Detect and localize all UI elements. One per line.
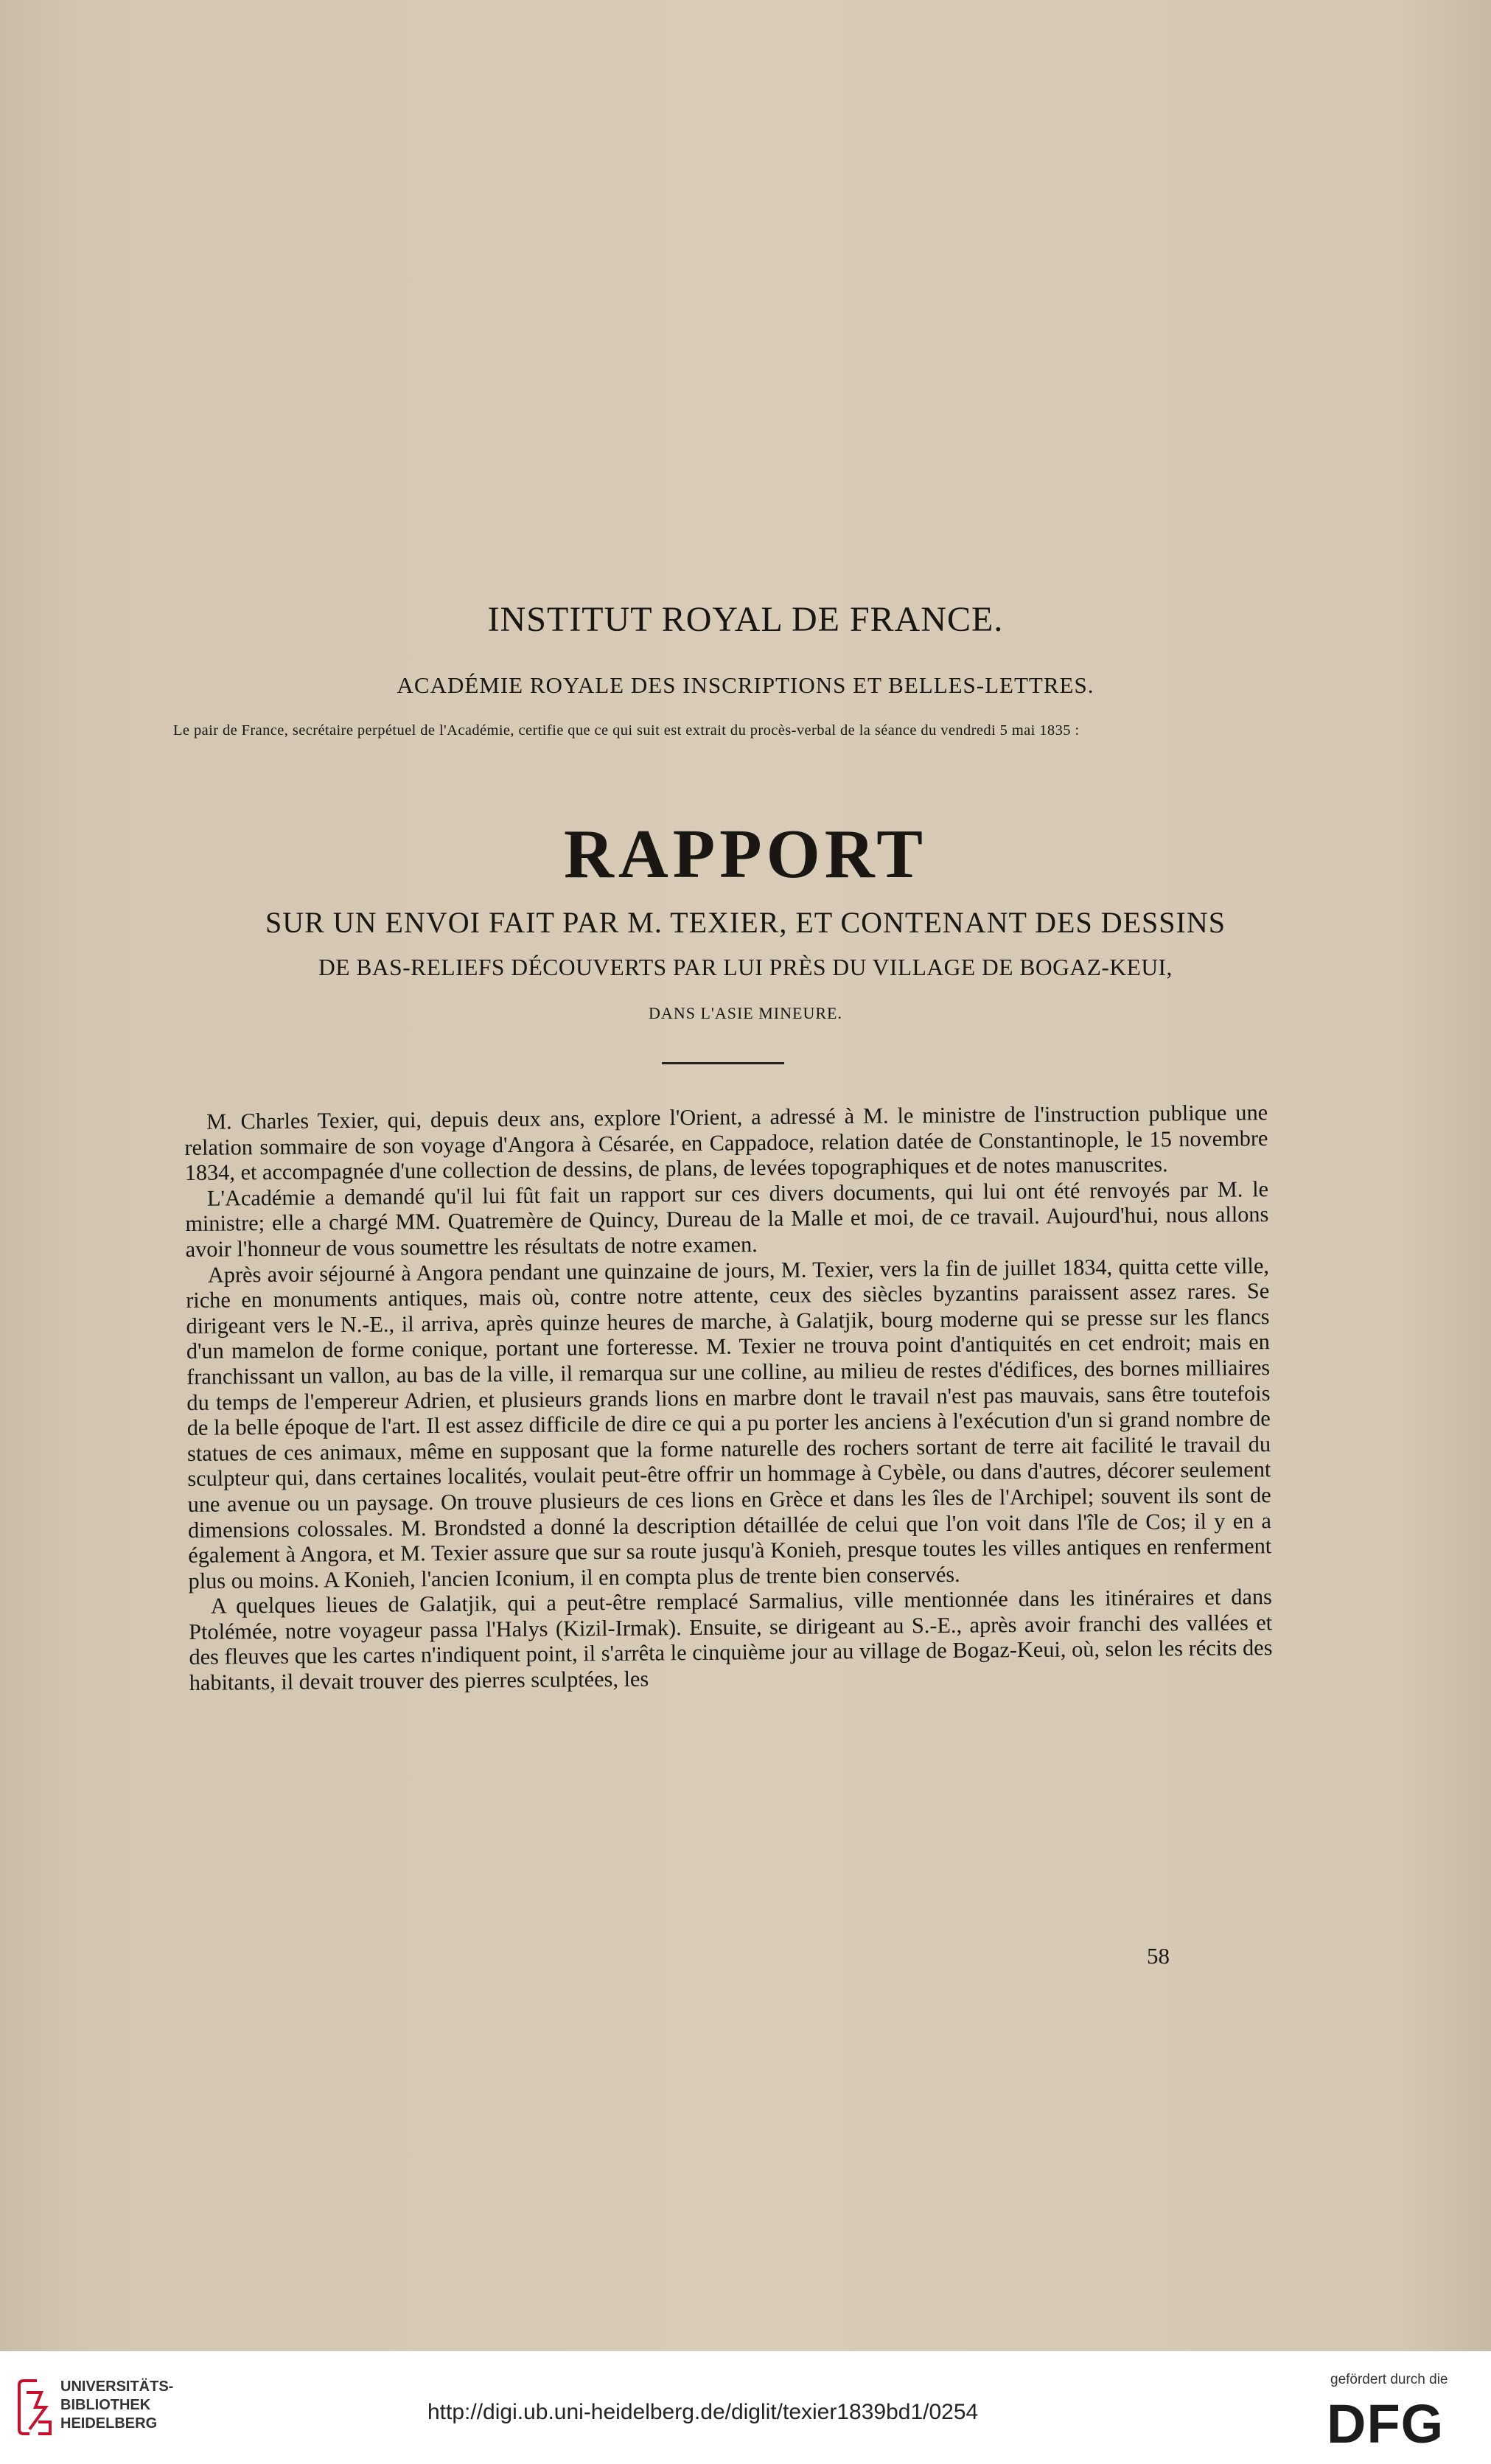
paragraph: A quelques lieues de Galatjik, qui a peut-être remplacé Sarmalius, ville mentionnée dans les itinéraires et dans Ptolémée, notre voyageur passa l'Halys (Kizil-Irmak). Ensuite, se dirigeant au S.-E., après avoir franchi des vallées et des fleuves que les cartes n'indiquent point, il s'arrêta le cinquième jour au village de Bogaz-Keui, où, selon les récits des habitants, il devait trouver des pierres sculptées, les: [189, 1584, 1273, 1696]
title-divider: [662, 1062, 784, 1064]
library-name-line: UNIVERSITÄTS-: [60, 2379, 174, 2395]
page-number: 58: [1147, 1943, 1170, 1969]
heidelberg-library-logo-icon[interactable]: [16, 2378, 55, 2440]
viewer-footer: [0, 2351, 1491, 2464]
paragraph: Après avoir séjourné à Angora pendant une quinzaine de jours, M. Texier, vers la fin de juillet 1834, quitta cette ville, riche en monuments antiques, mais où, contre notre attente, ceux des siècles byzantins paraissent assez rares. Se dirigeant vers le N.-E., il arriva, après quinze heures de marche, à Galatjik, bourg moderne qui se presse sur les flancs d'un mamelon de forme conique, portant une forteresse. M. Texier ne trouva point d'antiquités en cet endroit; mais en franchissant un vallon, au bas de la ville, il remarqua sur une colline, au milieu de restes d'édifices, des bornes milliaires du temps de l'empereur Adrien, et plusieurs grands lions en marbre dont le travail n'est pas mauvais, sans être toutefois de la belle époque de l'art. Il est assez difficile de dire ce qui a pu porter les anciens à l'exécution d'un si grand nombre de statues de ces animaux, même en supposant que la forme naturelle des rochers sortant de terre ait facilité le travail du sculpteur qui, dans certaines localités, voulait peut-être offrir un hommage à Cybèle, ou dans d'autres, décorer seulement une avenue ou un paysage. On trouve plusieurs de ces lions en Grèce et dans les îles de l'Archipel; souvent ils sont de dimensions colossales. M. Brondsted a donné la description détaillée de celui que l'on voit dans l'île de Cos; il y en a également à Angora, et M. Texier assure que sur sa route jusqu'à Konieh, presque toutes les villes antiques en renferment plus ou moins. A Konieh, l'ancien Iconium, il en compta plus de trente bien conservés.: [186, 1252, 1272, 1594]
report-subtitle-line-3: DANS L'ASIE MINEURE.: [649, 1004, 842, 1022]
institut-heading: INSTITUT ROYAL DE FRANCE.: [487, 600, 1004, 639]
paragraph: L'Académie a demandé qu'il lui fût fait un rapport sur ces divers documents, qui lui ont été renvoyés par M. le ministre; elle a chargé MM. Quatremère de Quincy, Dureau de la Malle et moi, de ce travail. Aujourd'hui, nous allons avoir l'honneur de vous soumettre les résultats de notre examen.: [185, 1176, 1269, 1262]
report-subtitle-line-2: DE BAS-RELIEFS DÉCOUVERTS PAR LUI PRÈS DU VILLAGE DE BOGAZ-KEUI,: [318, 954, 1173, 980]
library-name-line: HEIDELBERG: [60, 2415, 158, 2432]
report-title: RAPPORT: [564, 816, 927, 893]
report-body: [184, 1100, 1273, 1695]
sponsor-text: gefördert durch die: [1330, 2372, 1448, 2387]
report-subtitle-line-1: SUR UN ENVOI FAIT PAR M. TEXIER, ET CONTENANT DES DESSINS: [265, 906, 1226, 939]
dfg-logo[interactable]: DFG: [1327, 2393, 1445, 2454]
permalink-url[interactable]: http://digi.ub.uni-heidelberg.de/diglit/texier1839bd1/0254: [427, 2400, 979, 2424]
library-name-line: BIBLIOTHEK: [60, 2397, 151, 2413]
certification-line: Le pair de France, secrétaire perpétuel de l'Académie, certifie que ce qui suit est extrait du procès-verbal de la séance du vendredi 5 mai 1835 :: [173, 722, 1080, 739]
library-name: [60, 2378, 173, 2433]
paragraph: M. Charles Texier, qui, depuis deux ans, explore l'Orient, a adressé à M. le ministre de l'instruction publique une relation sommaire de son voyage d'Angora à Césarée, en Cappadoce, relation datée de Constantinople, le 15 novembre 1834, et accompagnée d'une collection de dessins, de plans, de levées topographiques et de notes manuscrites.: [184, 1100, 1268, 1186]
academie-heading: ACADÉMIE ROYALE DES INSCRIPTIONS ET BELLES-LETTRES.: [397, 672, 1094, 698]
